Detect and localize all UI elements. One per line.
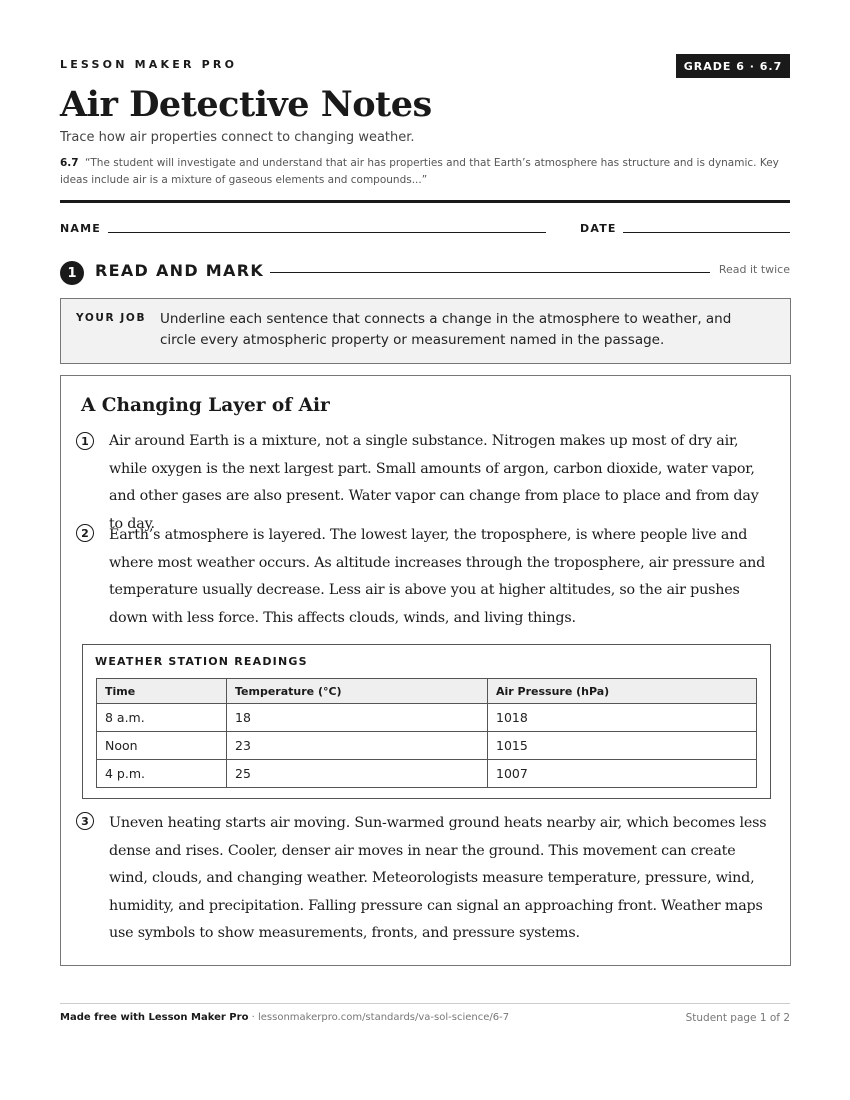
page-title: Air Detective Notes (60, 84, 432, 125)
table-cell: 23 (227, 732, 488, 760)
table-cell: 1018 (488, 704, 757, 732)
table-cell: 4 p.m. (97, 760, 227, 788)
readings-title: WEATHER STATION READINGS (95, 655, 308, 668)
table-cell: Noon (97, 732, 227, 760)
page-subtitle: Trace how air properties connect to changing weather. (60, 130, 415, 145)
paragraph-number: 2 (76, 524, 94, 542)
instructions-text: Underline each sentence that connects a change in the atmosphere to weather, and circle every atmospheric property or measurement named in the passage. (160, 311, 732, 348)
instructions-box (60, 298, 791, 364)
passage-title: A Changing Layer of Air (81, 395, 330, 416)
table-row (97, 732, 757, 760)
date-field[interactable] (623, 232, 790, 233)
table-cell: 8 a.m. (97, 704, 227, 732)
table-row (97, 760, 757, 788)
table-row (97, 704, 757, 732)
passage-paragraph[interactable]: Earth’s atmosphere is layered. The lowest layer, the troposphere, is where people live and where most weather occurs. As altitude increases through the troposphere, air pressure and temperature usually decrease. Less air is above you at higher altitudes, so the air pushes down with less force. This affects clouds, winds, and living things. (109, 527, 766, 626)
table-cell: 18 (227, 704, 488, 732)
standard-statement (60, 155, 790, 189)
column-header: Time (97, 679, 227, 704)
weather-readings-box (82, 644, 771, 799)
paragraph-number: 1 (76, 432, 94, 450)
table-cell: 1015 (488, 732, 757, 760)
grade-badge: GRADE 6 · 6.7 (676, 54, 790, 78)
standard-text: “The student will investigate and understand that air has properties and that Earth’s atmosphere has structure and is dynamic. Key ideas include air is a mixture of gaseous elements and compounds...” (60, 157, 779, 186)
date-label: DATE (580, 222, 617, 235)
name-field[interactable] (108, 232, 546, 233)
table-cell: 25 (227, 760, 488, 788)
header-divider (60, 200, 790, 203)
footer-url: · lessonmakerpro.com/standards/va-sol-science/6-7 (248, 1012, 510, 1023)
passage-paragraph[interactable]: Uneven heating starts air moving. Sun-warmed ground heats nearby air, which becomes less dense and rises. Cooler, denser air moves in near the ground. This movement can create wind, clouds, and changing weather. Meteorologists measure temperature, pressure, wind, humidity, and precipitation. Falling pressure can signal an approaching front. Weather maps use symbols to show measurements, fronts, and pressure systems. (109, 815, 767, 941)
brand-name: LESSON MAKER PRO (60, 58, 238, 71)
reading-passage (60, 375, 791, 966)
section-number-badge: 1 (60, 261, 84, 285)
column-header: Air Pressure (hPa) (488, 679, 757, 704)
table-cell: 1007 (488, 760, 757, 788)
section-divider (270, 272, 710, 273)
section-title: READ AND MARK (95, 261, 265, 280)
column-header: Temperature (°C) (227, 679, 488, 704)
footer-credit (60, 1012, 509, 1023)
instructions-label: YOUR JOB (76, 312, 147, 324)
footer-divider (60, 1003, 790, 1004)
footer-page-number: Student page 1 of 2 (685, 1012, 790, 1024)
table-header-row (97, 679, 757, 704)
standard-code: 6.7 (60, 157, 79, 169)
section-note: Read it twice (718, 263, 790, 276)
readings-table (96, 678, 757, 788)
passage-paragraph[interactable]: Air around Earth is a mixture, not a single substance. Nitrogen makes up most of dry air, while oxygen is the next largest part. Small amounts of argon, carbon dioxide, water vapor, and other gases are also present. Water vapor can change from place to place and from day to day. (109, 433, 759, 532)
paragraph-number: 3 (76, 812, 94, 830)
footer-made-with: Made free with Lesson Maker Pro (60, 1012, 249, 1023)
name-label: NAME (60, 222, 101, 235)
